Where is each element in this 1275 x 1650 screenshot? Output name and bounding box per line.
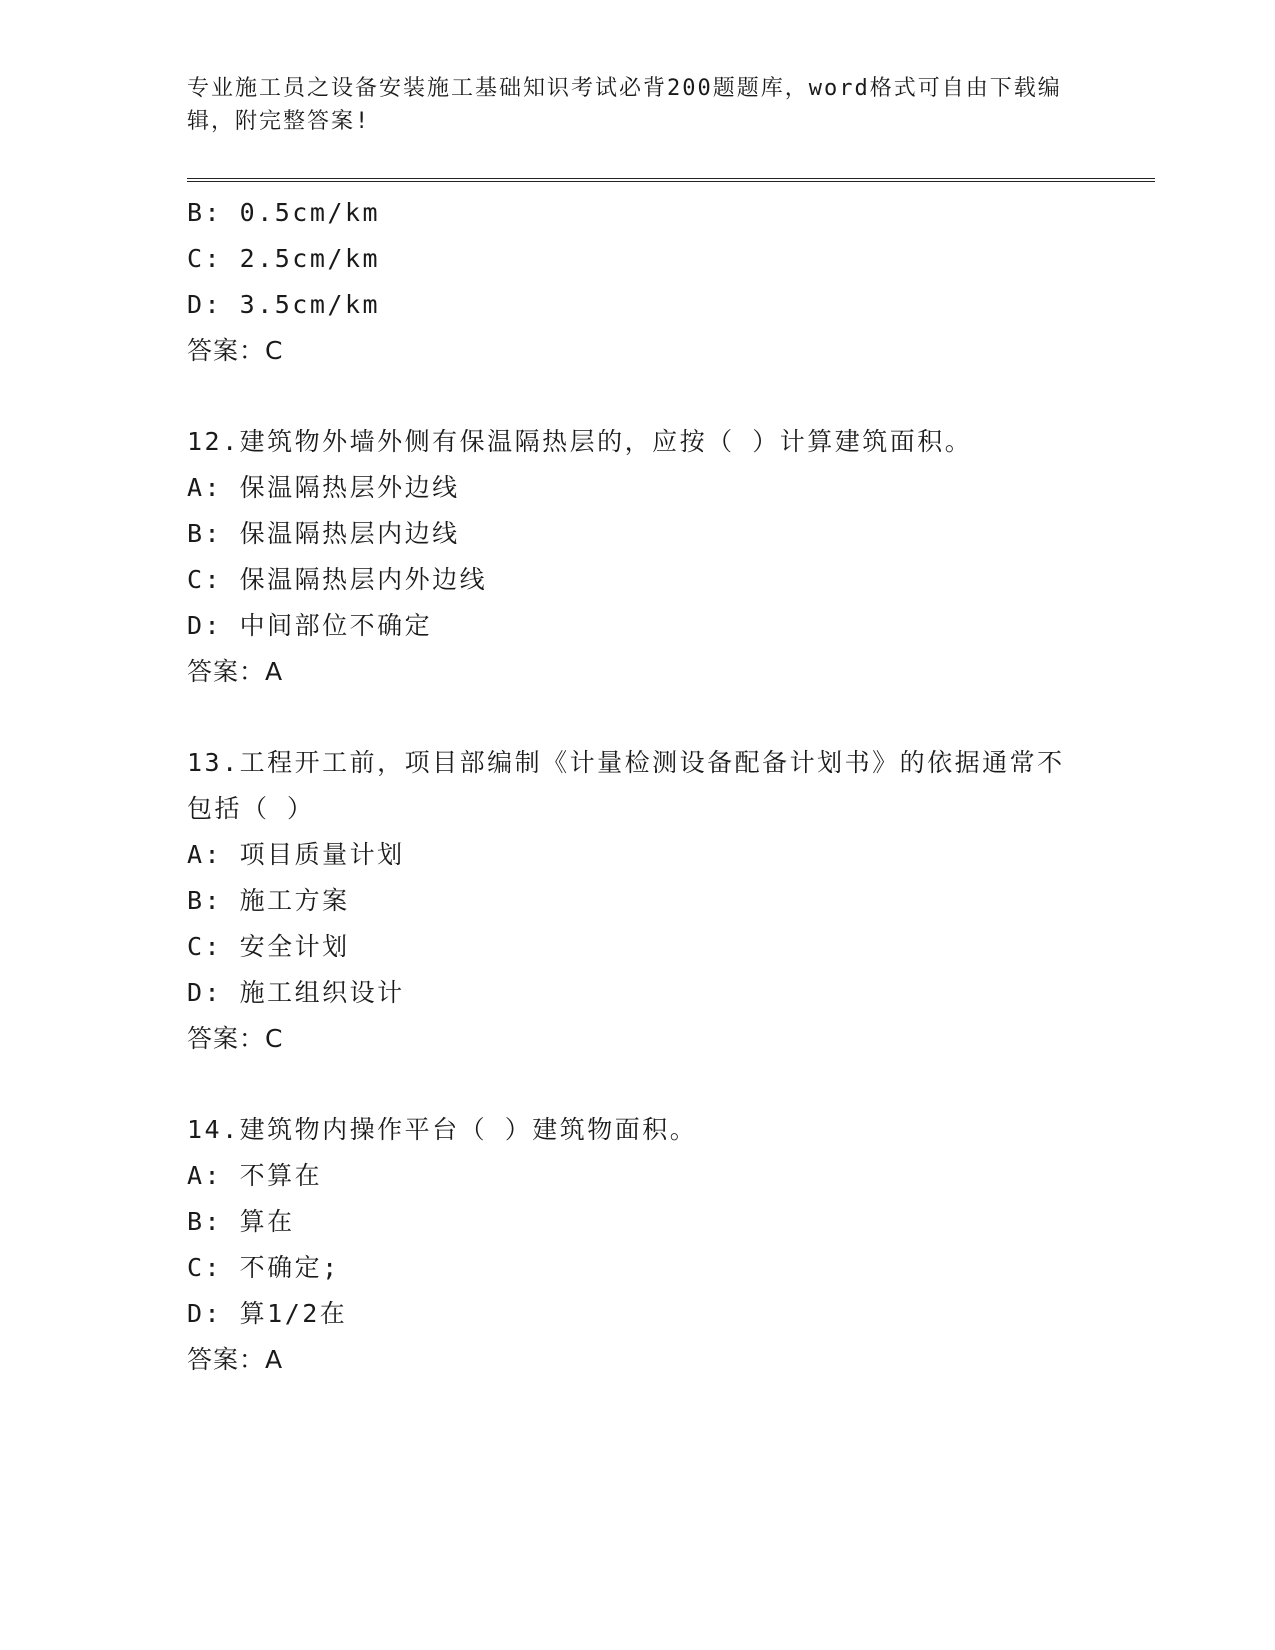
option-c: C: 不确定;: [187, 1253, 340, 1282]
option-d: D: 算1/2在: [187, 1299, 348, 1328]
spacer: [187, 695, 1087, 740]
option-b: B: 保温隔热层内边线: [187, 519, 460, 548]
question-block-13: [187, 740, 1087, 1062]
option-d: D: 3.5cm/km: [187, 290, 381, 319]
answer-line: 答案：A: [187, 1345, 284, 1374]
header-divider: [187, 178, 1155, 182]
option-a: A: 保温隔热层外边线: [187, 473, 460, 502]
option-c: C: 保温隔热层内外边线: [187, 565, 488, 594]
option-b: B: 算在: [187, 1207, 295, 1236]
option-d: D: 中间部位不确定: [187, 611, 433, 640]
option-d: D: 施工组织设计: [187, 978, 405, 1007]
spacer: [187, 374, 1087, 419]
answer-line: 答案：C: [187, 336, 284, 365]
question-block-12: [187, 419, 1087, 695]
option-b: B: 施工方案: [187, 886, 350, 915]
option-c: C: 安全计划: [187, 932, 350, 961]
answer-line: 答案：A: [187, 657, 284, 686]
question-list: [187, 190, 1087, 1383]
option-a: A: 项目质量计划: [187, 840, 405, 869]
option-b: B: 0.5cm/km: [187, 198, 381, 227]
question-block-11: [187, 190, 1087, 374]
question-block-14: [187, 1107, 1087, 1383]
question-stem: 12.建筑物外墙外侧有保温隔热层的，应按（ ）计算建筑面积。: [187, 427, 973, 456]
option-a: A: 不算在: [187, 1161, 323, 1190]
spacer: [187, 1062, 1087, 1107]
question-stem: 13.工程开工前，项目部编制《计量检测设备配备计划书》的依据通常不包括（ ）: [187, 748, 1065, 823]
document-header: 专业施工员之设备安装施工基础知识考试必背200题题库，word格式可自由下载编辑，附完整答案!: [187, 76, 1062, 134]
option-c: C: 2.5cm/km: [187, 244, 381, 273]
question-stem: 14.建筑物内操作平台（ ）建筑物面积。: [187, 1115, 698, 1144]
answer-line: 答案：C: [187, 1024, 284, 1053]
